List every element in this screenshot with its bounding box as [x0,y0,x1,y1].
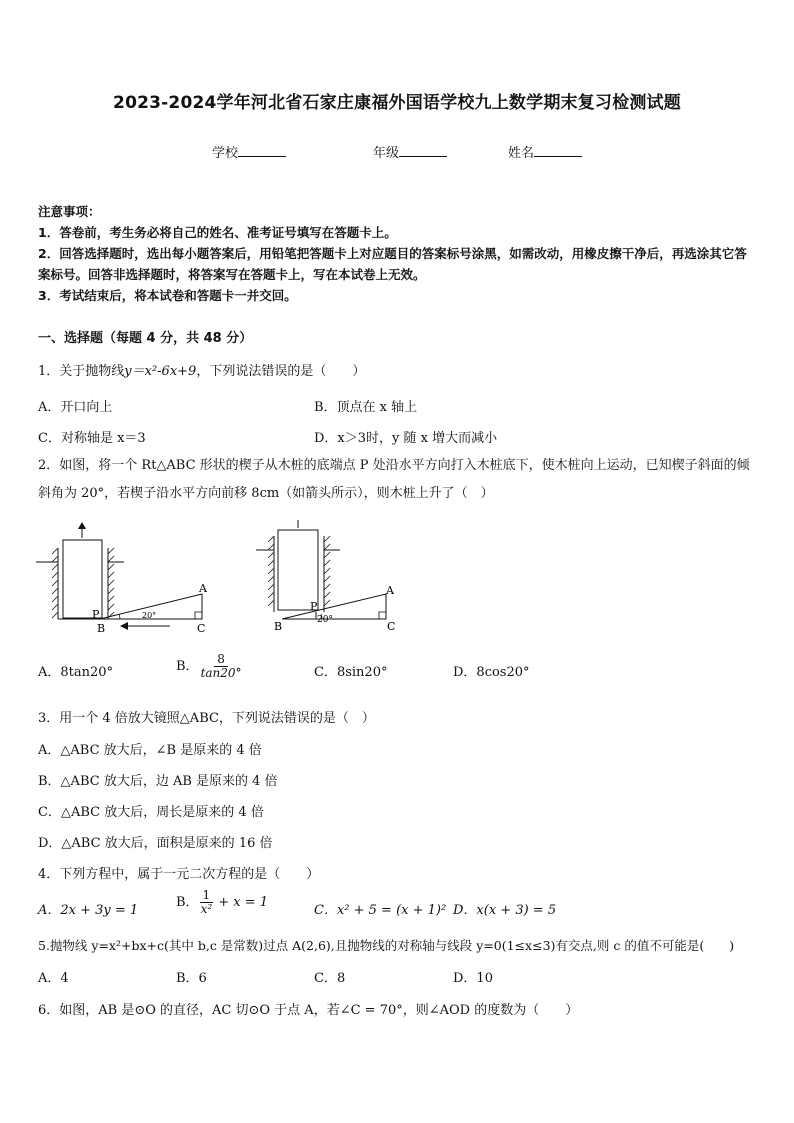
q2-label-a: A [199,582,207,595]
q4-option-a: A．2x + 3y = 1 [38,903,139,918]
name-label: 姓名 [508,146,535,161]
q2-label-p: P [310,600,318,613]
q2-option-b-den: tan20° [200,666,242,680]
q4-option-c: C．x² + 5 = (x + 1)² [314,903,447,918]
q5-option-c: C．8 [314,971,346,986]
q4-option-b-fraction [199,889,215,916]
q2-pile-left [63,540,102,618]
q2-figure [36,520,436,638]
q2-option-b-num: 8 [214,653,228,667]
q3-option-d: D．△ABC 放大后，面积是原来的 16 倍 [38,836,273,851]
q2-label-angle: 20° [317,615,333,625]
exam-title: 2023-2024学年河北省石家庄康福外国语学校九上数学期末复习检测试题 [113,93,681,113]
q4-option-b-suffix: + x = 1 [214,895,269,910]
q1-stem [38,360,760,379]
q1-option-b: B．顶点在 x 轴上 [314,400,418,415]
q2-option-b [176,653,244,680]
q2-stem: 2．如图，将一个 Rt△ABC 形状的楔子从木桩的底端点 P 处沿水平方向打入木桩底下，使木桩向上运动，已知楔子斜面的倾斜角为 20°，若楔子沿水平方向前移 8cm（如箭头所示），则木桩上升了（ ） [38,458,750,501]
q2-label-b: B [274,620,283,633]
q2-label-a: A [386,584,394,597]
q5-option-a: A．4 [38,971,69,986]
q2-label-c: C [387,620,396,633]
q4-option-d: D．x(x + 3) = 5 [453,903,557,918]
q5-stem: 5.抛物线 y=x²+bx+c(其中 b,c 是常数)过点 A(2,6),且抛物线的对称轴与线段 y=0(1≤x≤3)有交点,则 c 的值不可能是( ) [38,938,735,953]
q1-option-c: C．对称轴是 x＝3 [38,431,146,446]
school-label: 学校 [212,146,239,161]
section-title: 一、选择题（每题 4 分，共 48 分） [38,331,253,346]
q2-option-b-prefix: B． [176,659,199,674]
q2-figure-right [256,520,395,633]
q2-figure-left [36,522,208,635]
q3-stem: 3．用一个 4 倍放大镜照△ABC，下列说法错误的是（ ） [38,711,375,726]
q2-label-p: P [92,608,100,621]
notice-heading: 注意事项： [38,204,101,219]
q2-option-d: D．8cos20° [453,665,530,680]
school-blank [238,144,286,157]
grade-label: 年级 [373,146,400,161]
q2-label-c: C [197,622,206,635]
q1-stem-pre: 1．关于抛物线 [38,364,125,379]
grade-field [373,142,447,161]
q2-option-b-fraction [199,653,244,680]
q2-label-angle: 20° [142,611,157,620]
q3-option-c: C．△ABC 放大后，周长是原来的 4 倍 [38,805,264,820]
q4-option-b-den: x² [200,902,213,916]
q1-option-d: D．x＞3时，y 随 x 增大而减小 [314,431,498,446]
q4-stem: 4．下列方程中，属于一元二次方程的是（ ） [38,867,320,882]
notice-item: 2．回答选择题时，选出每小题答案后，用铅笔把答题卡上对应题目的答案标号涂黑，如需改动，用橡皮擦干净后，再选涂其它答案标号。回答非选择题时，将答案写在答题卡上，写在本试卷上无效。 [38,246,747,282]
q5-option-b: B．6 [176,971,207,986]
q4-option-b [176,889,268,916]
q3-option-b: B．△ABC 放大后，边 AB 是原来的 4 倍 [38,774,278,789]
q3-option-a: A．△ABC 放大后，∠B 是原来的 4 倍 [38,743,262,758]
q1-option-a: A．开口向上 [38,400,113,415]
q2-label-b: B [97,622,106,635]
q5-option-d: D．10 [453,971,493,986]
q2-option-c: C．8sin20° [314,665,388,680]
q1-formula: y＝x²-6x+9 [124,364,197,379]
notice-block [38,201,758,306]
q4-option-b-num: 1 [200,889,214,903]
notice-item: 3．考试结束后，将本试卷和答题卡一并交回。 [38,288,297,303]
name-blank [534,144,582,157]
grade-blank [399,144,447,157]
name-field [508,142,582,161]
notice-item: 1．答卷前，考生务必将自己的姓名、准考证号填写在答题卡上。 [38,225,397,240]
q4-option-b-prefix: B． [176,895,199,910]
q2-pile-right [278,530,318,610]
q6-stem: 6．如图，AB 是⊙O 的直径，AC 切⊙O 于点 A，若∠C = 70°，则∠AOD 的度数为（ ） [38,1003,579,1018]
school-field [212,142,286,161]
q1-stem-post: ，下列说法错误的是（ ） [196,364,366,379]
q2-option-a: A．8tan20° [38,665,114,680]
